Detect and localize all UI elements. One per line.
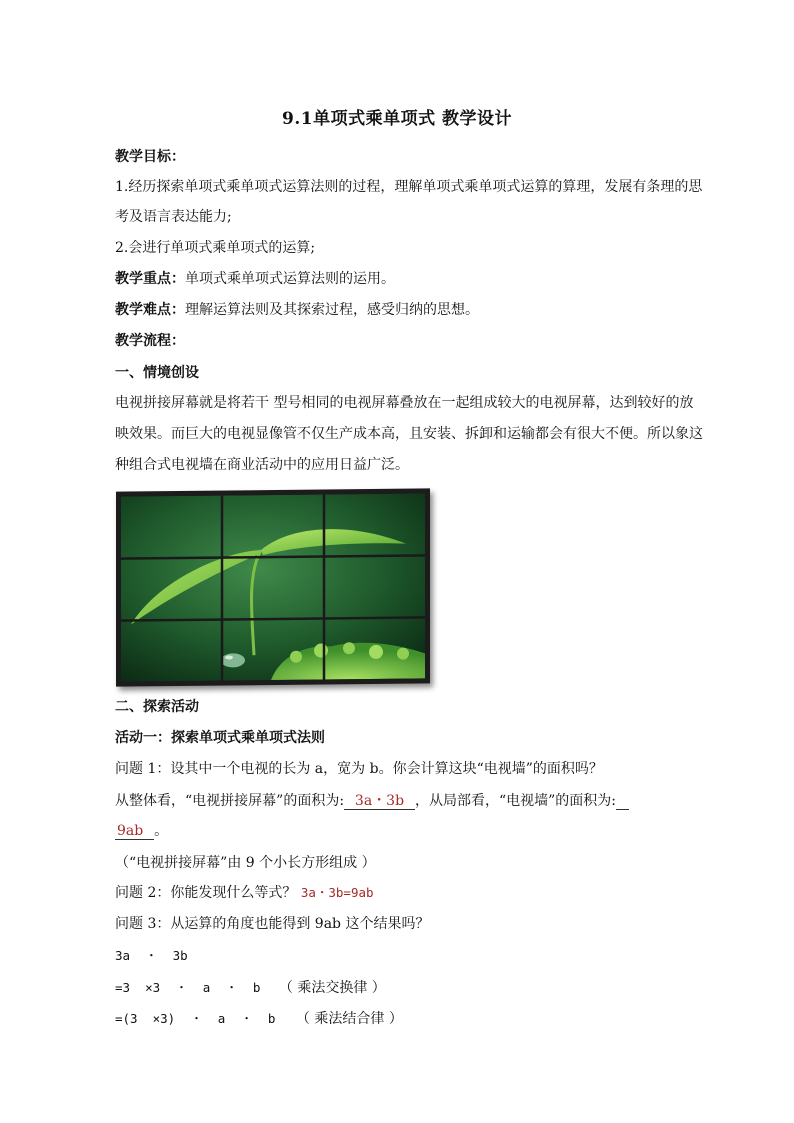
goals-heading: 教学目标： — [115, 149, 185, 165]
tv-wall-plant-picture — [121, 493, 425, 681]
key-label: 教学重点： — [115, 271, 185, 287]
intro-line-2: 映效果。而巨大的电视显像管不仅生产成本高，且安装、拆卸和运输都会有很大不便。所以象这 — [115, 426, 703, 442]
goal-1-line-1: 1.经历探索单项式乘单项式运算法则的过程，理解单项式乘单项式运算的算理，发展有条理的思 — [115, 179, 703, 195]
difficulty-label: 教学难点： — [115, 302, 185, 318]
intro-line-3: 种组合式电视墙在商业活动中的应用日益广泛。 — [115, 457, 409, 473]
page-title: 9.1单项式乘单项式 教学设计 — [282, 109, 512, 129]
question-1: 问题 1：设其中一个电视的长为 a，宽为 b。你会计算这块“电视墙”的面积吗？ — [115, 761, 603, 777]
step-1-reason: （ 乘法交换律 ） — [278, 980, 386, 996]
whole-view-prefix: 从整体看，“电视拼接屏幕”的面积为: — [115, 793, 345, 809]
section-2-heading: 二、探索活动 — [115, 699, 199, 715]
flow-heading: 教学流程： — [115, 333, 185, 349]
goal-2: 2.会进行单项式乘单项式的运算; — [115, 240, 316, 256]
whole-view-answer: 3a・3b — [346, 793, 413, 809]
area-statement-cont — [115, 820, 168, 840]
local-view-blank-tail — [616, 793, 629, 810]
step-2-reason: （ 乘法结合律 ） — [295, 1011, 403, 1027]
question-2-answer: 3a・3b=9ab — [300, 885, 374, 900]
key-text: 单项式乘单项式运算法则的运用。 — [185, 271, 395, 287]
step-2-expression: =(3 ×3) ・ a ・ b — [115, 1011, 276, 1026]
goal-1-line-2: 考及语言表达能力; — [115, 209, 232, 225]
difficulty-point — [115, 299, 479, 319]
step-1-expression: =3 ×3 ・ a ・ b — [115, 980, 261, 995]
intro-line-1: 电视拼接屏幕就是将若干 型号相同的电视屏幕叠放在一起组成较大的电视屏幕，达到较好的放 — [115, 395, 694, 411]
area-statement — [115, 790, 629, 810]
local-view-prefix: ，从局部看，“电视墙”的面积为: — [414, 793, 616, 809]
question-3: 问题 3：从运算的角度也能得到 9ab 这个结果吗？ — [115, 916, 430, 932]
difficulty-text: 理解运算法则及其探索过程，感受归纳的思想。 — [185, 302, 479, 318]
local-view-answer: 9ab — [117, 823, 153, 839]
question-2 — [115, 882, 374, 902]
activity-1-heading: 活动一：探索单项式乘单项式法则 — [115, 730, 325, 746]
composition-note: （“电视拼接屏幕”由 9 个小长方形组成 ） — [115, 855, 376, 871]
derivation-step-1 — [115, 977, 386, 997]
key-point — [115, 268, 395, 288]
derivation-step-2 — [115, 1008, 403, 1028]
section-1-heading: 一、情境创设 — [115, 365, 199, 381]
derivation-step-0: 3a ・ 3b — [115, 948, 188, 963]
tv-wall-image — [116, 488, 430, 686]
question-2-text: 问题 2：你能发现什么等式？ — [115, 885, 297, 901]
local-view-end: 。 — [154, 823, 169, 839]
